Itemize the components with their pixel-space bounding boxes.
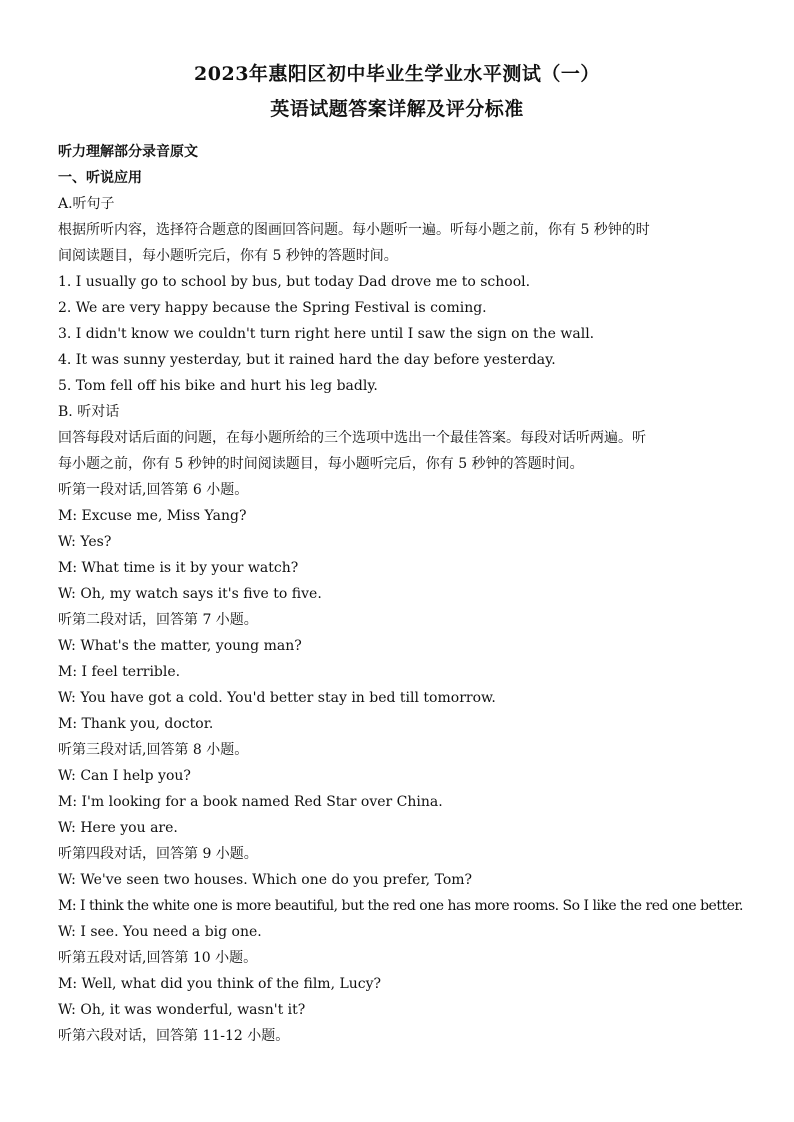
instruction-line: 间阅读题目，每小题听完后，你有 5 秒钟的答题时间。 [58, 248, 398, 264]
dialogue-line: W: Yes? [58, 534, 112, 550]
dialogue-heading: 听第二段对话，回答第 7 小题。 [58, 612, 258, 628]
sentence-line: 4. It was sunny yesterday, but it rained hard the day before yesterday. [58, 352, 556, 368]
dialogue-heading: 听第六段对话，回答第 11-12 小题。 [58, 1028, 290, 1044]
subsection-heading-b: B. 听对话 [58, 404, 120, 420]
dialogue-line: M: Well, what did you think of the film, Lucy? [58, 976, 382, 992]
section-heading-listening-transcript: 听力理解部分录音原文 [58, 144, 198, 160]
instruction-line: 根据所听内容，选择符合题意的图画回答问题。每小题听一遍。听每小题之前，你有 5 秒钟的时 [58, 222, 650, 238]
dialogue-heading: 听第四段对话，回答第 9 小题。 [58, 846, 258, 862]
dialogue-line: W: You have got a cold. You'd better stay in bed till tomorrow. [58, 690, 496, 706]
dialogue-line: W: Here you are. [58, 820, 178, 836]
sentence-line: 1. I usually go to school by bus, but today Dad drove me to school. [58, 274, 531, 290]
dialogue-heading: 听第五段对话,回答第 10 小题。 [58, 950, 258, 966]
instruction-line: 每小题之前，你有 5 秒钟的时间阅读题目，每小题听完后，你有 5 秒钟的答题时间。 [58, 456, 584, 472]
dialogue-line: M: What time is it by your watch? [58, 560, 299, 576]
dialogue-line: W: We've seen two houses. Which one do you prefer, Tom? [58, 872, 473, 888]
sentence-line: 5. Tom fell off his bike and hurt his leg badly. [58, 378, 378, 394]
dialogue-line: M: I'm looking for a book named Red Star over China. [58, 794, 443, 810]
dialogue-line: W: What's the matter, young man? [58, 638, 302, 654]
sentence-line: 2. We are very happy because the Spring Festival is coming. [58, 300, 487, 316]
dialogue-heading: 听第一段对话,回答第 6 小题。 [58, 482, 249, 498]
dialogue-line: W: Oh, my watch says it's five to five. [58, 586, 322, 602]
document-subtitle: 英语试题答案详解及评分标准 [270, 98, 524, 120]
subsection-heading-a: A.听句子 [58, 196, 115, 212]
dialogue-line: M: Thank you, doctor. [58, 716, 214, 732]
dialogue-line: W: Can I help you? [58, 768, 191, 784]
dialogue-line: M: Excuse me, Miss Yang? [58, 508, 247, 524]
dialogue-line: W: I see. You need a big one. [58, 924, 262, 940]
dialogue-heading: 听第三段对话,回答第 8 小题。 [58, 742, 249, 758]
dialogue-line: M: I think the white one is more beautiful, but the red one has more rooms. So I like the red one better. [58, 898, 743, 914]
dialogue-line: W: Oh, it was wonderful, wasn't it? [58, 1002, 306, 1018]
instruction-line: 回答每段对话后面的问题，在每小题所给的三个选项中选出一个最佳答案。每段对话听两遍。听 [58, 430, 646, 446]
section-heading-part-one: 一、听说应用 [58, 170, 142, 186]
document-title: 2023年惠阳区初中毕业生学业水平测试（一） [194, 63, 600, 85]
dialogue-line: M: I feel terrible. [58, 664, 181, 680]
sentence-line: 3. I didn't know we couldn't turn right here until I saw the sign on the wall. [58, 326, 595, 342]
